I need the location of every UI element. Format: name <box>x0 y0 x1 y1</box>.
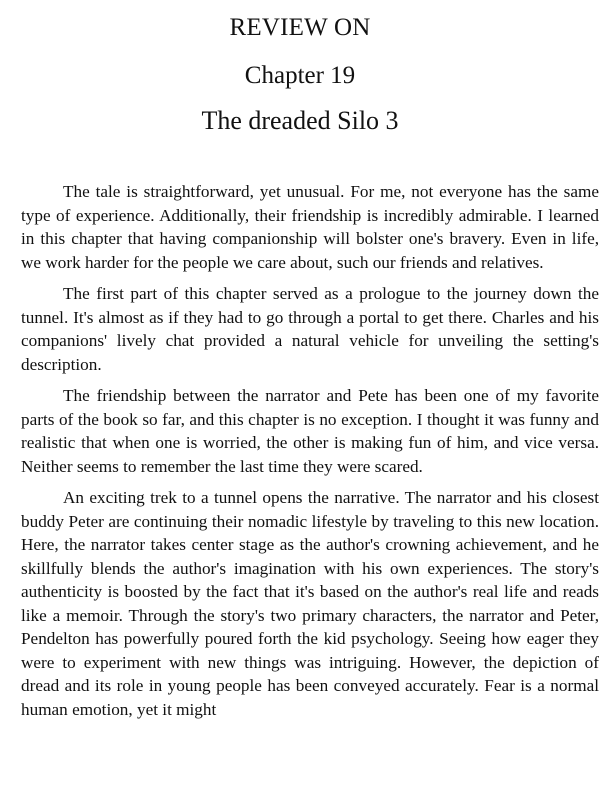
paragraph-2: The first part of this chapter served as a prologue to the journey down the tunnel. It's almost as if they had to go through a portal to get there. Charles and his companions' lively chat provided a natural vehicle for unveiling the setting's description. <box>21 284 599 374</box>
paragraph-3: The friendship between the narrator and Pete has been one of my favorite parts of the book so far, and this chapter is no exception. I thought it was funny and realistic that when one is worried, the other is making fun of him, and vice versa. Neither seems to remember the last time they were scared. <box>21 386 599 476</box>
paragraph-4: An exciting trek to a tunnel opens the narrative. The narrator and his closest buddy Peter are continuing their nomadic lifestyle by traveling to this new location. Here, the narrator takes center stage as the author's crowning achievement, and he skillfully blends the author's imagination with his own experiences. The story's authenticity is boosted by the fact that it's based on the author's real life and reads like a memoir. Through the story's two primary characters, the narrator and Peter, Pendelton has powerfully poured forth the kid psychology. Seeing how eager they were to experiment with new things was intriguing. However, the depiction of dread and its role in young people has been conveyed accurately. Fear is a normal human emotion, yet it might <box>21 488 599 719</box>
chapter-heading: Chapter 19 <box>244 62 356 89</box>
review-heading: REVIEW ON <box>229 14 371 41</box>
review-body <box>21 180 599 729</box>
paragraph-1: The tale is straightforward, yet unusual. For me, not everyone has the same type of experience. Additionally, their friendship is incredibly admirable. I learned in this chapter that having companionship will bolster one's bravery. Even in life, we work harder for the people we care about, such our friends and relatives. <box>21 182 599 272</box>
chapter-title: The dreaded Silo 3 <box>201 106 399 135</box>
